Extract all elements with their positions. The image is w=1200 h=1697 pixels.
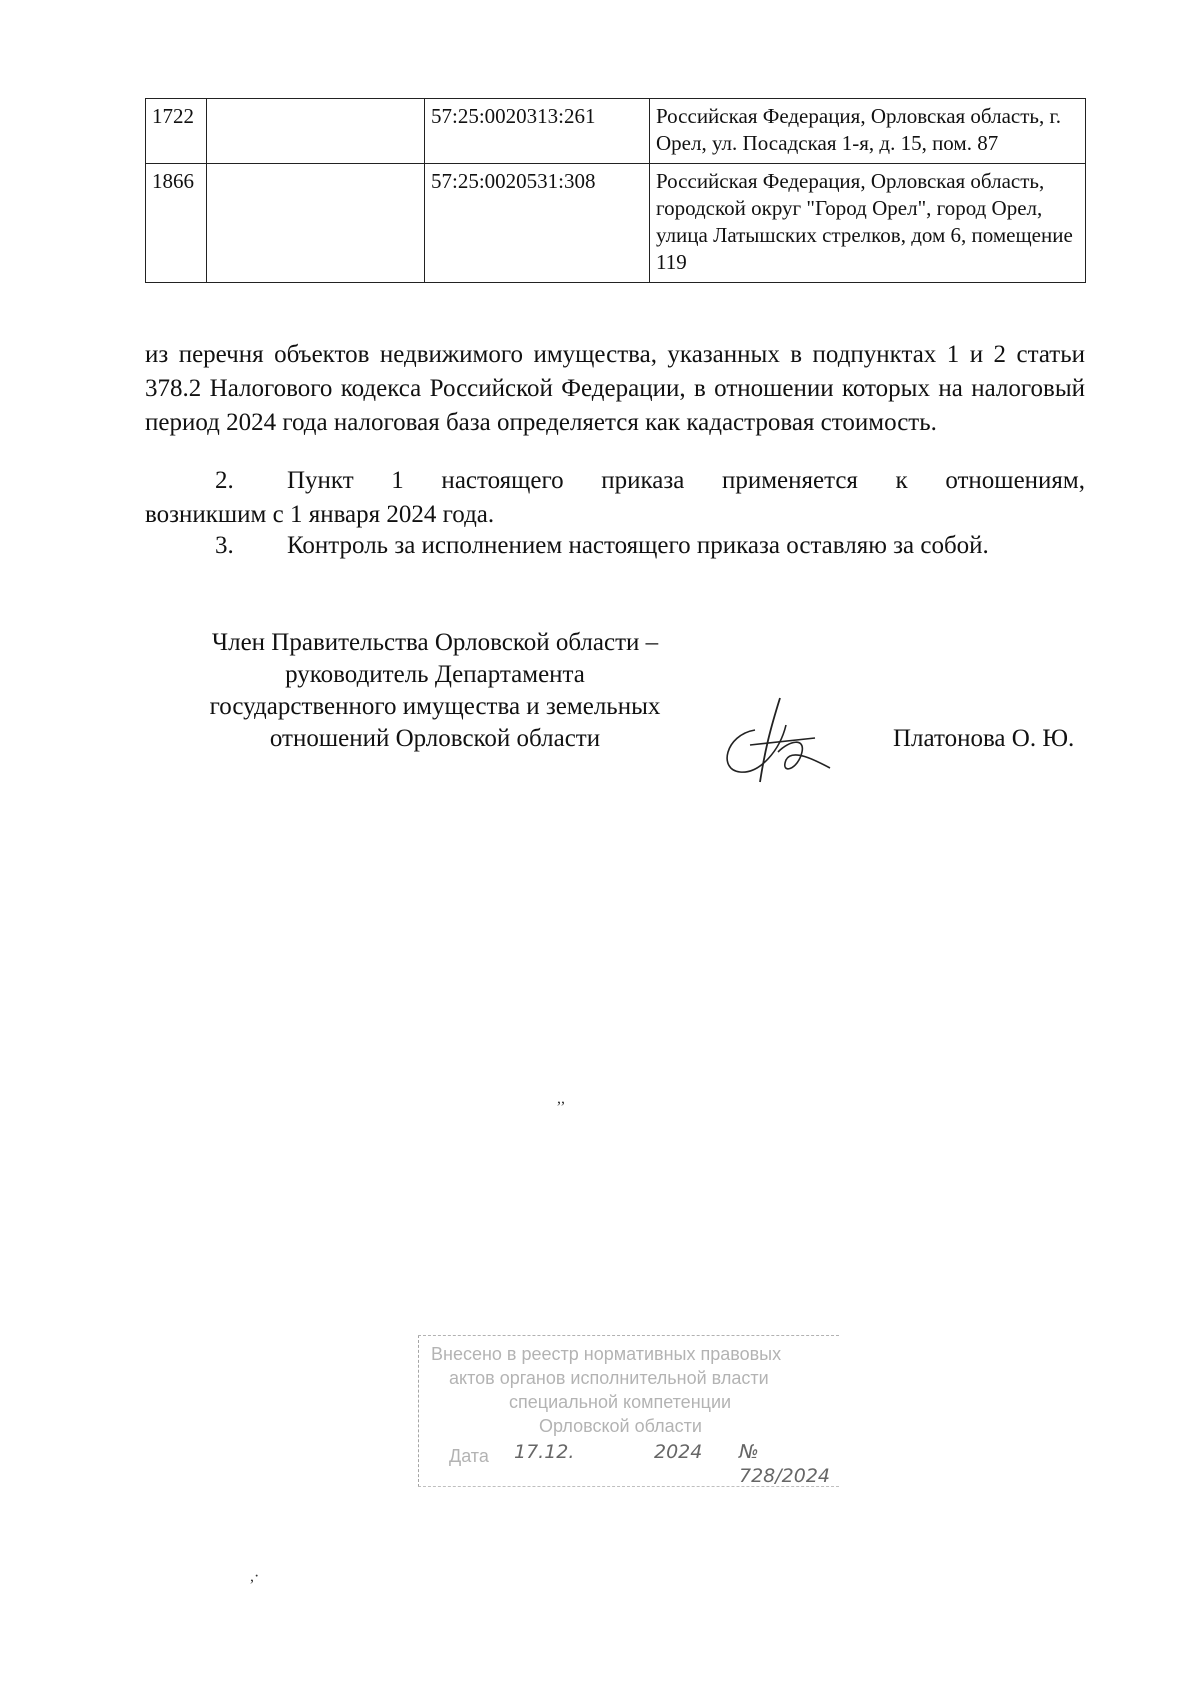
scan-artifact: ,· <box>250 1568 260 1585</box>
item-3-number: 3. <box>215 532 234 559</box>
empty-cell <box>207 164 425 283</box>
cadastral-number: 57:25:0020313:261 <box>425 99 650 164</box>
item-3 <box>145 529 1085 563</box>
continuation-paragraph: из перечня объектов недвижимого имущества, указанных в подпунктах 1 и 2 статьи 378.2 Налогового кодекса Российской Федерации, в отношении которых на налоговый период 2024 года налоговая база определяется как кадастровая стоимость. <box>145 341 1085 436</box>
signatory-name: Платонова О. Ю. <box>893 725 1075 752</box>
row-number: 1866 <box>146 164 207 283</box>
position-line: отношений Орловской области <box>269 725 601 752</box>
cadastral-number: 57:25:0020531:308 <box>425 164 650 283</box>
signatory-position <box>165 627 705 755</box>
stamp-line: специальной компетенции <box>509 1392 732 1412</box>
item-2-line2: возникшим с 1 января 2024 года. <box>145 501 495 528</box>
table-row <box>146 99 1086 164</box>
stamp-line: Орловской области <box>539 1416 702 1436</box>
property-address: Российская Федерация, Орловская область, г. Орел, ул. Посадская 1-я, д. 15, пом. 87 <box>650 99 1086 164</box>
empty-cell <box>207 99 425 164</box>
registry-stamp <box>418 1335 839 1487</box>
item-3-text: Контроль за исполнением настоящего приказа оставляю за собой. <box>287 532 989 559</box>
row-number: 1722 <box>146 99 207 164</box>
scan-artifact: ,, <box>557 1090 565 1107</box>
handwritten-signature <box>720 690 850 790</box>
stamp-line: Внесено в реестр нормативных правовых <box>431 1344 782 1364</box>
item-2-line1: Пункт 1 настоящего приказа применяется к отношениям, <box>287 467 1085 494</box>
position-line: Член Правительства Орловской области – <box>211 629 659 656</box>
property-address: Российская Федерация, Орловская область, городской округ "Город Орел", город Орел, улица Латышских стрелков, дом 6, помещение 119 <box>650 164 1086 283</box>
item-2-number: 2. <box>215 467 234 494</box>
table-row <box>146 164 1086 283</box>
position-line: государственного имущества и земельных <box>209 693 661 720</box>
stamp-handwritten-date: 17.12. <box>514 1441 575 1463</box>
position-line: руководитель Департамента <box>285 661 585 688</box>
stamp-handwritten-number: № 728/2024 <box>739 1441 831 1487</box>
stamp-line: актов органов исполнительной власти <box>449 1368 769 1388</box>
stamp-date-label: Дата <box>449 1446 489 1466</box>
stamp-handwritten-year: 2024 <box>654 1441 703 1463</box>
property-table <box>145 98 1086 283</box>
item-2 <box>145 464 1085 532</box>
